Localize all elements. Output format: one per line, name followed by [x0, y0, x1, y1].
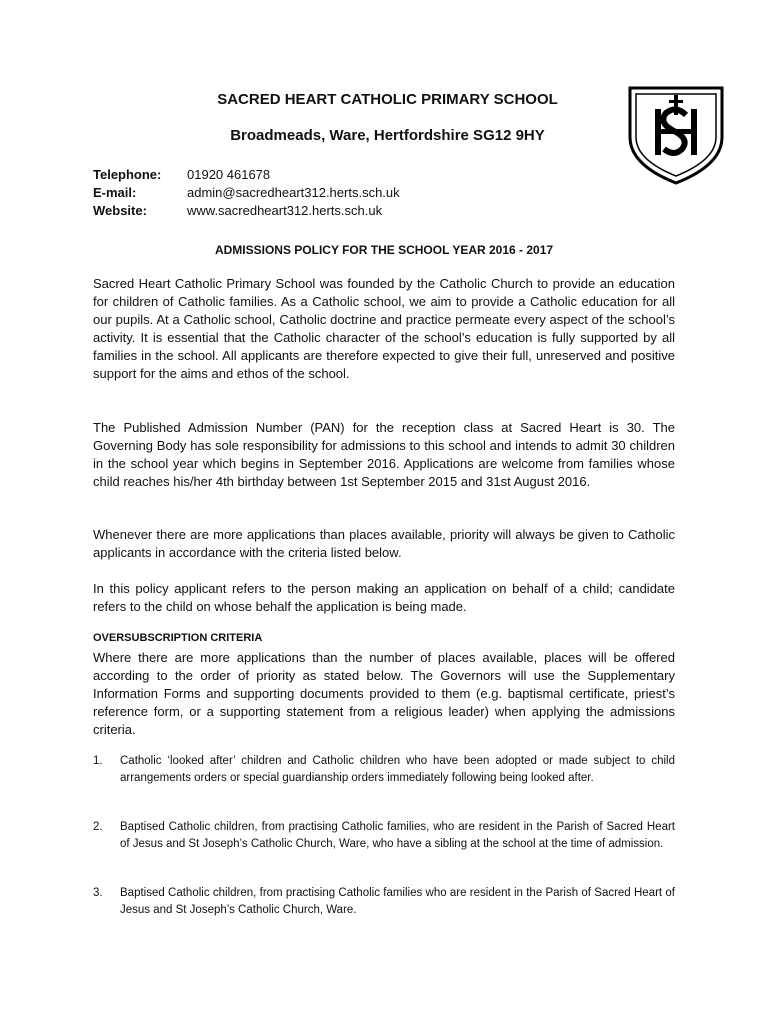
criteria-item: [93, 753, 675, 787]
criteria-item: [93, 885, 675, 919]
criteria-text: Baptised Catholic children, from practising Catholic families who are resident in the Parish of Sacred Heart of Jesus and St Joseph’s Catholic Church, Ware.: [120, 887, 675, 916]
school-name: SACRED HEART CATHOLIC PRIMARY SCHOOL: [217, 91, 558, 108]
website-value[interactable]: www.sacredheart312.herts.sch.uk: [187, 203, 383, 218]
email-label: E-mail:: [93, 185, 137, 200]
criteria-number: 3.: [93, 887, 103, 899]
school-crest-icon: [628, 85, 724, 185]
criteria-item: [93, 819, 675, 853]
telephone-row: [93, 166, 400, 184]
criteria-text: Baptised Catholic children, from practising Catholic families, who are resident in the Parish of Sacred Heart of Jesus and St Joseph’s Catholic Church, Ware, who have a sibling at the school at the time of admission.: [120, 821, 675, 850]
telephone-label: Telephone:: [93, 167, 162, 182]
policy-title: ADMISSIONS POLICY FOR THE SCHOOL YEAR 2016 - 2017: [214, 243, 554, 257]
priority-paragraph: Whenever there are more applications than places available, priority will always be given to Catholic applicants in accordance with the criteria listed below.: [93, 527, 675, 560]
email-value[interactable]: admin@sacredheart312.herts.sch.uk: [187, 185, 400, 200]
pan-paragraph: The Published Admission Number (PAN) for the reception class at Sacred Heart is 30. The Governing Body has sole responsibility for admissions to this school and intends to admit 30 children in the school year which begins in September 2016. Applications are welcome from families whose child reaches his/her 4th birthday between 1st September 2015 and 31st August 2016.: [93, 420, 675, 489]
website-row: [93, 202, 400, 220]
contact-block: [93, 166, 400, 220]
email-row: [93, 184, 400, 202]
intro-paragraph: Sacred Heart Catholic Primary School was founded by the Catholic Church to provide an education for children of Catholic families. As a Catholic school, we aim to provide a Catholic education for all our pupils. At a Catholic school, Catholic doctrine and practice permeate every aspect of the school’s activity. It is essential that the Catholic character of the school’s education is fully supported by all families in the school. All applicants are therefore expected to give their full, unreserved and positive support for the aims and ethos of the school.: [93, 276, 675, 381]
telephone-value: 01920 461678: [187, 167, 271, 182]
oversubscription-intro: Where there are more applications than the number of places available, places will be offered according to the order of priority as stated below. The Governors will use the Supplementary Information Forms and supporting documents provided to them (e.g. baptismal certificate, priest’s reference form, or a supporting statement from a religious leader) when applying the admissions criteria.: [93, 650, 675, 737]
criteria-text: Catholic ‘looked after’ children and Catholic children who have been adopted or made subject to child arrangements orders or special guardianship orders immediately following being looked after.: [120, 755, 675, 784]
oversubscription-heading: OVERSUBSCRIPTION CRITERIA: [93, 632, 263, 644]
website-label: Website:: [93, 203, 147, 218]
school-address: Broadmeads, Ware, Hertfordshire SG12 9HY: [230, 127, 545, 144]
definitions-paragraph: In this policy applicant refers to the person making an application on behalf of a child; candidate refers to the child on whose behalf the application is being made.: [93, 581, 675, 614]
criteria-number: 2.: [93, 821, 103, 833]
criteria-number: 1.: [93, 755, 103, 767]
